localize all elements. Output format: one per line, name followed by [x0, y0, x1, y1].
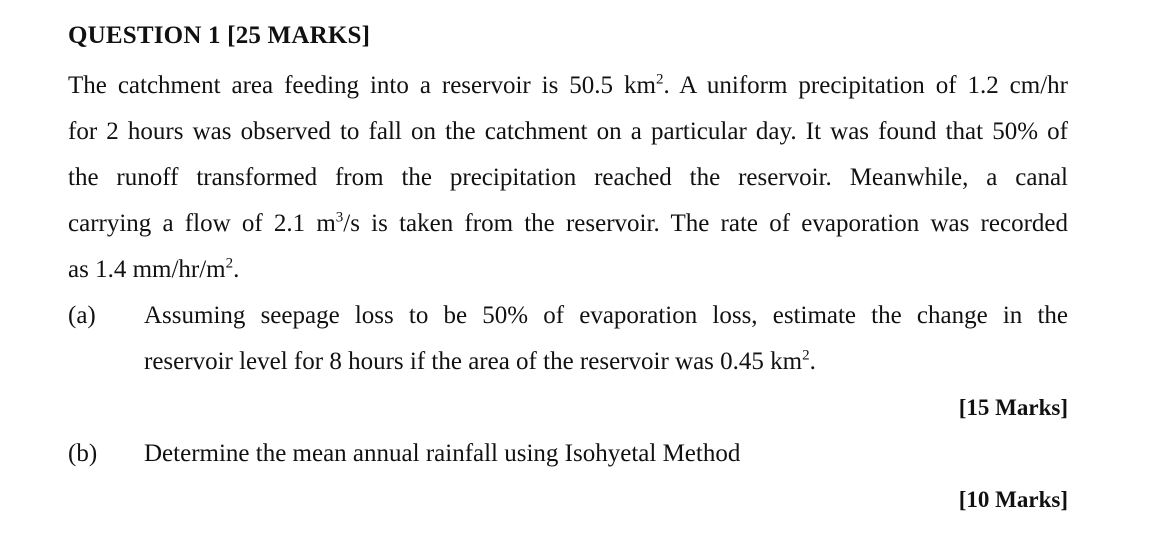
superscript: 3 — [335, 209, 344, 226]
intro-line-1 — [68, 73, 1068, 98]
part-a-line-1: Assuming seepage loss to be 50% of evaporation loss, estimate the change in the — [144, 302, 1068, 329]
part-a-text: . — [809, 348, 816, 375]
intro-text: /s is taken from the reservoir. The rate of evaporation was recorded — [343, 210, 1068, 237]
intro-text: The catchment area feeding into a reservoir is 50.5 km — [68, 72, 656, 99]
part-a-label: (a) — [68, 302, 96, 329]
part-b-label: (b) — [68, 440, 98, 467]
part-b-marks: [10 Marks] — [958, 487, 1068, 512]
intro-line-2: for 2 hours was observed to fall on the catchment on a particular day. It was found that 50% of — [68, 118, 1068, 145]
intro-line-5 — [68, 257, 1068, 282]
intro-text: carrying a flow of 2.1 m — [68, 210, 336, 237]
part-a-text: reservoir level for 8 hours if the area of the reservoir was 0.45 km — [144, 348, 803, 375]
intro-text: . — [233, 256, 240, 283]
superscript: 2 — [225, 255, 234, 272]
question-heading: QUESTION 1 [25 MARKS] — [68, 22, 371, 49]
superscript: 2 — [655, 71, 664, 88]
part-a-line-2 — [144, 349, 1068, 374]
intro-line-3: the runoff transformed from the precipitation reached the reservoir. Meanwhile, a canal — [68, 164, 1068, 191]
part-a-marks: [15 Marks] — [958, 395, 1068, 420]
superscript: 2 — [802, 347, 810, 364]
intro-line-4 — [68, 211, 1068, 236]
part-b-text: Determine the mean annual rainfall using Isohyetal Method — [144, 440, 741, 467]
intro-text: as 1.4 mm/hr/m — [68, 256, 226, 283]
intro-text: . A uniform precipitation of 1.2 cm/hr — [663, 72, 1068, 99]
